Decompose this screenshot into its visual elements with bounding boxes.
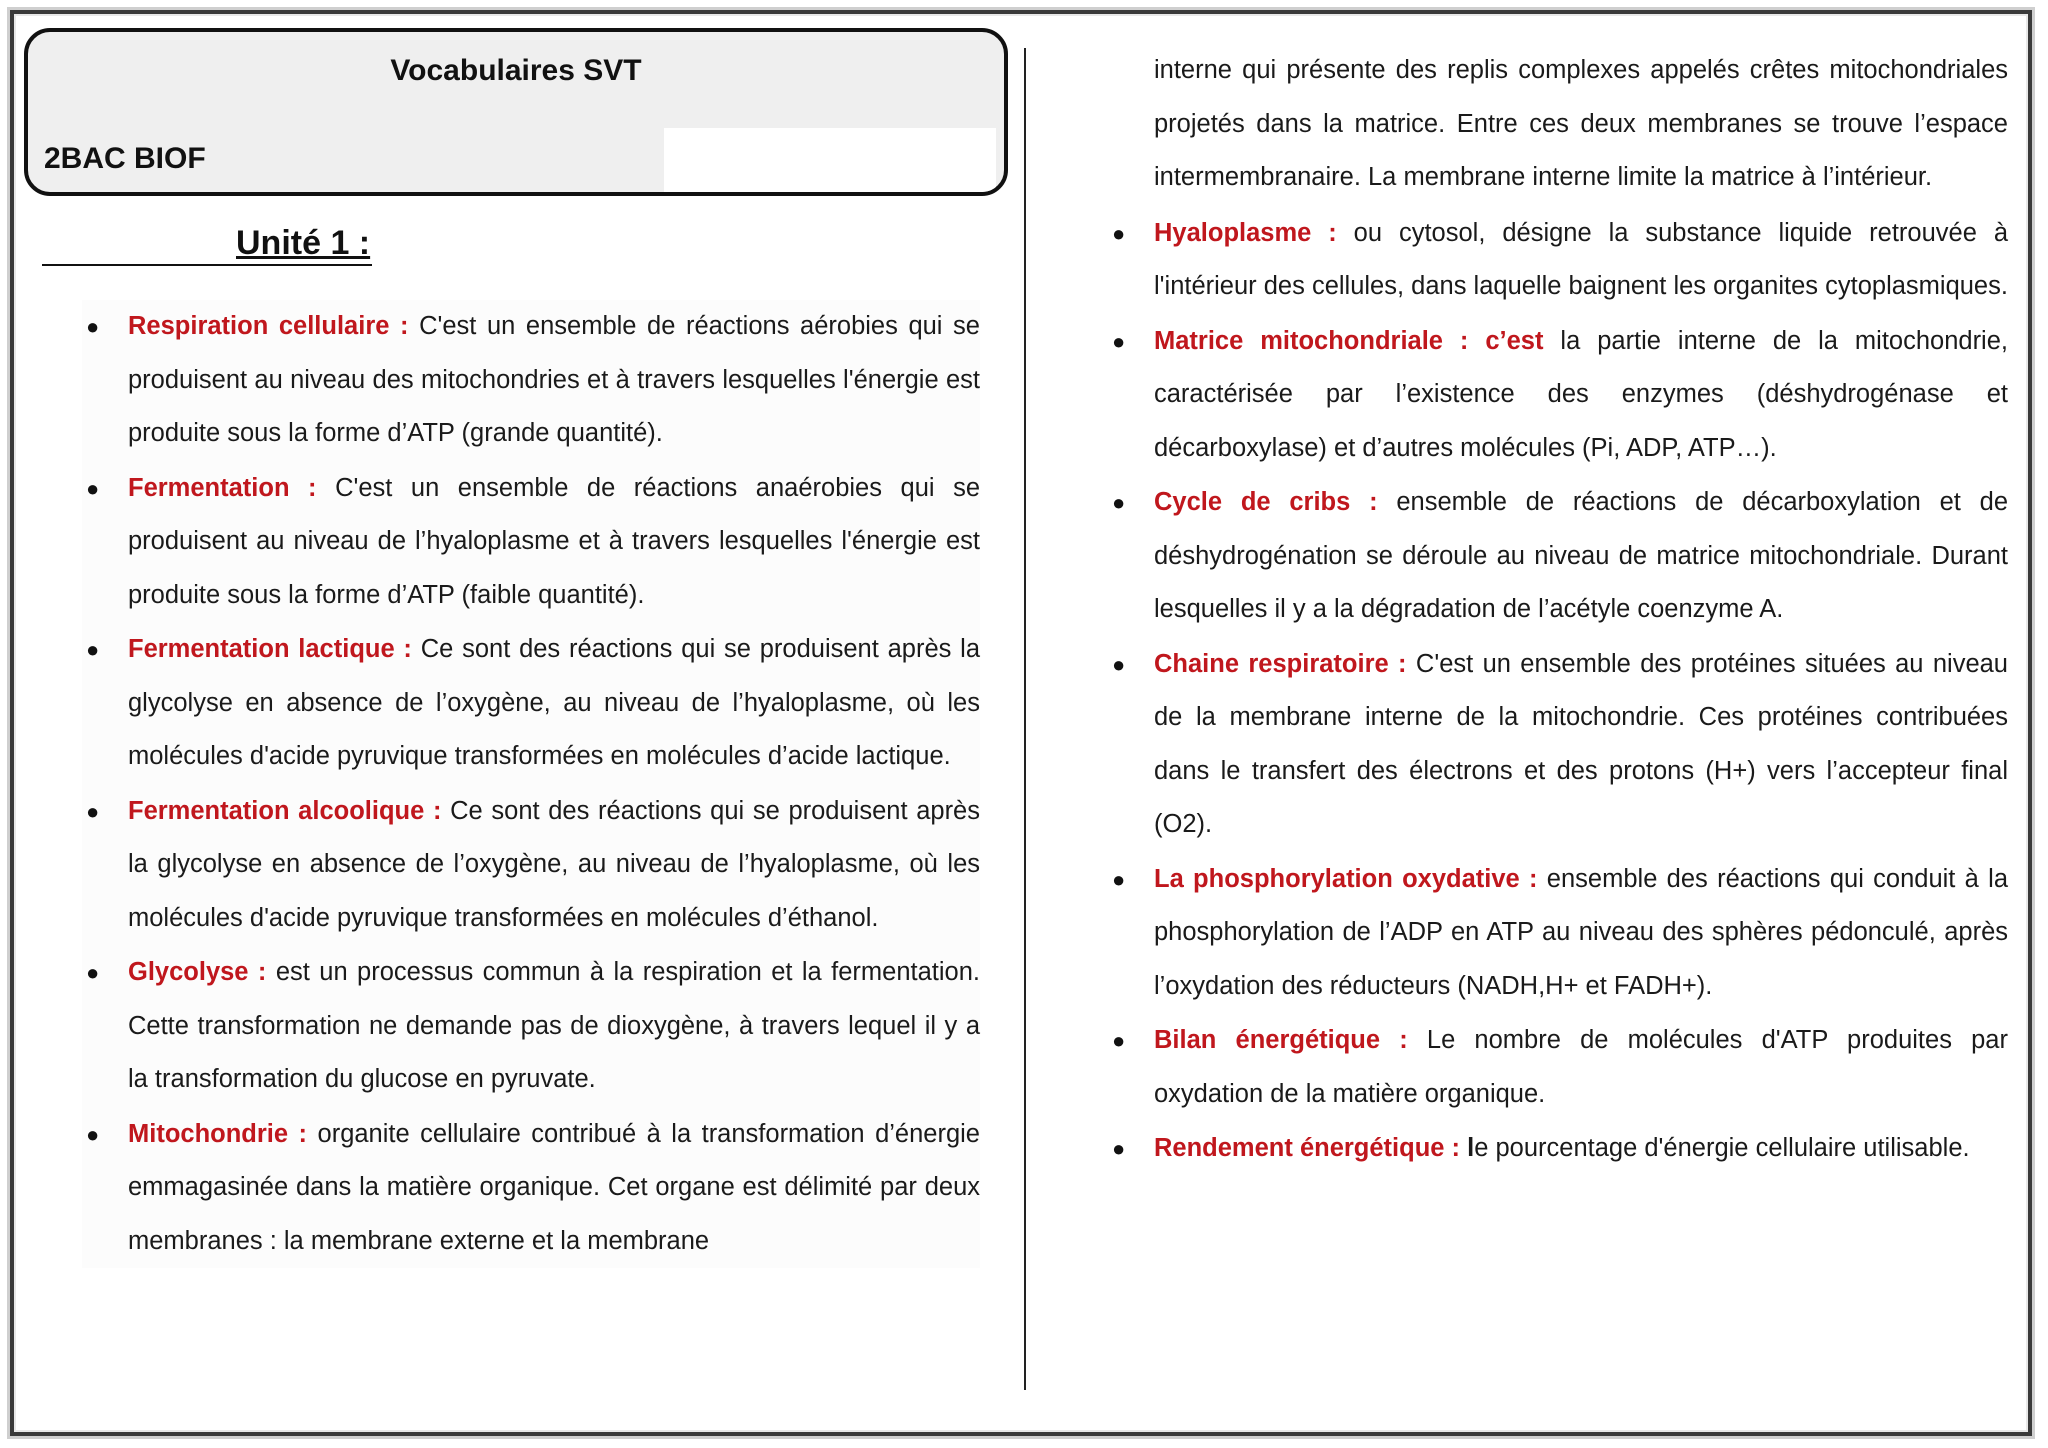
vocab-item — [1108, 638, 2008, 852]
vocab-item — [82, 462, 980, 623]
bullet-icon: ● — [1112, 1136, 1126, 1161]
vocab-term: Rendement énergétique : — [1154, 1134, 1461, 1162]
class-label: 2BAC BIOF — [44, 142, 206, 175]
vocab-term: Hyaloplasme : — [1154, 218, 1337, 247]
column-divider — [1024, 48, 1026, 1390]
vocab-item — [82, 1108, 980, 1269]
vocab-term: Matrice mitochondriale : c’est — [1154, 326, 1544, 355]
left-vocabulary-list — [82, 300, 980, 1268]
vocab-item — [1108, 476, 2008, 637]
bullet-icon: ● — [86, 798, 100, 824]
vocab-definition: ou cytosol, désigne la substance liquide retrouvée à l'intérieur des cellules, dans laquelle baignent les organites cytoplasmiques. — [1154, 218, 2008, 300]
vocab-item — [82, 300, 980, 461]
vocab-definition-bold-initial: l — [1460, 1134, 1475, 1162]
vocab-definition: ensemble de réactions de décarboxylation et de déshydrogénation se déroule au niveau de matrice mitochondriale. Durant lesquelles il y a la dégradation de l’acétyle coenzyme A. — [1154, 488, 2009, 623]
vocab-definition: Le nombre de molécules d'ATP produites par oxydation de la matière organique. — [1154, 1026, 2008, 1108]
bullet-icon: ● — [86, 314, 100, 339]
vocab-item — [1108, 207, 2008, 314]
vocab-item — [1108, 1122, 2008, 1176]
vocab-term: Fermentation lactique : — [128, 635, 412, 663]
vocab-definition: e pourcentage d'énergie cellulaire utilisable. — [1474, 1134, 1970, 1162]
vocab-term: Bilan énergétique : — [1154, 1026, 1408, 1054]
vocab-term: La phosphorylation oxydative : — [1154, 864, 1538, 893]
unit-underline — [42, 264, 372, 266]
bullet-icon: ● — [86, 637, 100, 662]
vocab-definition: organite cellulaire contribué à la transformation d’énergie emmagasinée dans la matière organique. Cet organe est délimité par deux membranes : la membrane externe et la membrane — [128, 1119, 980, 1255]
vocab-item — [1108, 315, 2008, 476]
bullet-icon: ● — [86, 475, 100, 501]
bullet-icon: ● — [86, 1121, 100, 1147]
vocab-item — [82, 623, 980, 784]
vocab-term: Chaine respiratoire : — [1154, 649, 1407, 678]
bullet-icon: ● — [1112, 651, 1126, 677]
vocab-term: Mitochondrie : — [128, 1119, 308, 1148]
vocab-term: Cycle de cribs : — [1154, 488, 1378, 516]
vocab-definition: est un processus commun à la respiration et la fermentation. Cette transformation ne demande pas de dioxygène, à travers lequel il y a la transformation du glucose en pyruvate. — [128, 958, 980, 1093]
vocab-definition: C'est un ensemble de réactions aérobies qui se produisent au niveau des mitochondries et à travers lesquelles l'énergie est produite sous la forme d’ATP (grande quantité). — [128, 312, 980, 447]
vocab-item — [1108, 853, 2008, 1014]
vocab-definition: Ce sont des réactions qui se produisent après la glycolyse en absence de l’oxygène, au niveau de l’hyaloplasme, où les molécules d'acide pyruvique transformées en molécules d’acide lactique. — [128, 635, 980, 770]
bullet-icon: ● — [86, 960, 100, 985]
vocab-term: Glycolyse : — [128, 958, 267, 986]
vocab-definition: Ce sont des réactions qui se produisent après la glycolyse en absence de l’oxygène, au niveau de l’hyaloplasme, où les molécules d'acide pyruvique transformées en molécules d’éthanol. — [128, 796, 980, 932]
bullet-icon: ● — [1112, 328, 1126, 354]
vocab-term: Respiration cellulaire : — [128, 312, 409, 340]
vocab-definition: la partie interne de la mitochondrie, caractérisée par l’existence des enzymes (déshydrogénase et décarboxylase) et d’autres molécules (Pi, ADP, ATP…). — [1154, 326, 2008, 462]
right-vocabulary-list — [1108, 44, 2008, 1176]
header-box — [24, 28, 1008, 196]
vocab-item — [82, 946, 980, 1107]
vocab-term: Fermentation alcoolique : — [128, 796, 442, 825]
bullet-icon: ● — [1112, 866, 1126, 892]
bullet-icon: ● — [1112, 220, 1126, 246]
vocab-definition: ensemble des réactions qui conduit à la phosphorylation de l’ADP en ATP au niveau des sphères pédonculé, après l’oxydation des réducteurs (NADH,H+ et FADH+). — [1154, 864, 2008, 1000]
vocab-definition: C'est un ensemble des protéines situées au niveau de la membrane interne de la mitochondrie. Ces protéines contribuées dans le transfert des électrons et des protons (H+) vers l’accepteur final (O2). — [1154, 649, 2008, 838]
unit-title: Unité 1 : — [236, 224, 371, 262]
vocab-item — [82, 785, 980, 946]
header-blank-field — [664, 128, 996, 196]
document-title: Vocabulaires SVT — [390, 54, 642, 87]
vocab-item — [1108, 1014, 2008, 1121]
mitochondrie-continuation: interne qui présente des replis complexes appelés crêtes mitochondriales projetés dans la matrice. Entre ces deux membranes se trouve l’espace intermembranaire. La membrane interne limite la matrice à l’intérieur. — [1154, 56, 2008, 191]
bullet-icon: ● — [1112, 490, 1126, 515]
bullet-icon: ● — [1112, 1028, 1126, 1053]
vocab-term: Fermentation : — [128, 473, 317, 502]
vocab-definition: C'est un ensemble de réactions anaérobies qui se produisent au niveau de l’hyaloplasme et à travers lesquelles l'énergie est produite sous la forme d’ATP (faible quantité). — [128, 473, 980, 609]
